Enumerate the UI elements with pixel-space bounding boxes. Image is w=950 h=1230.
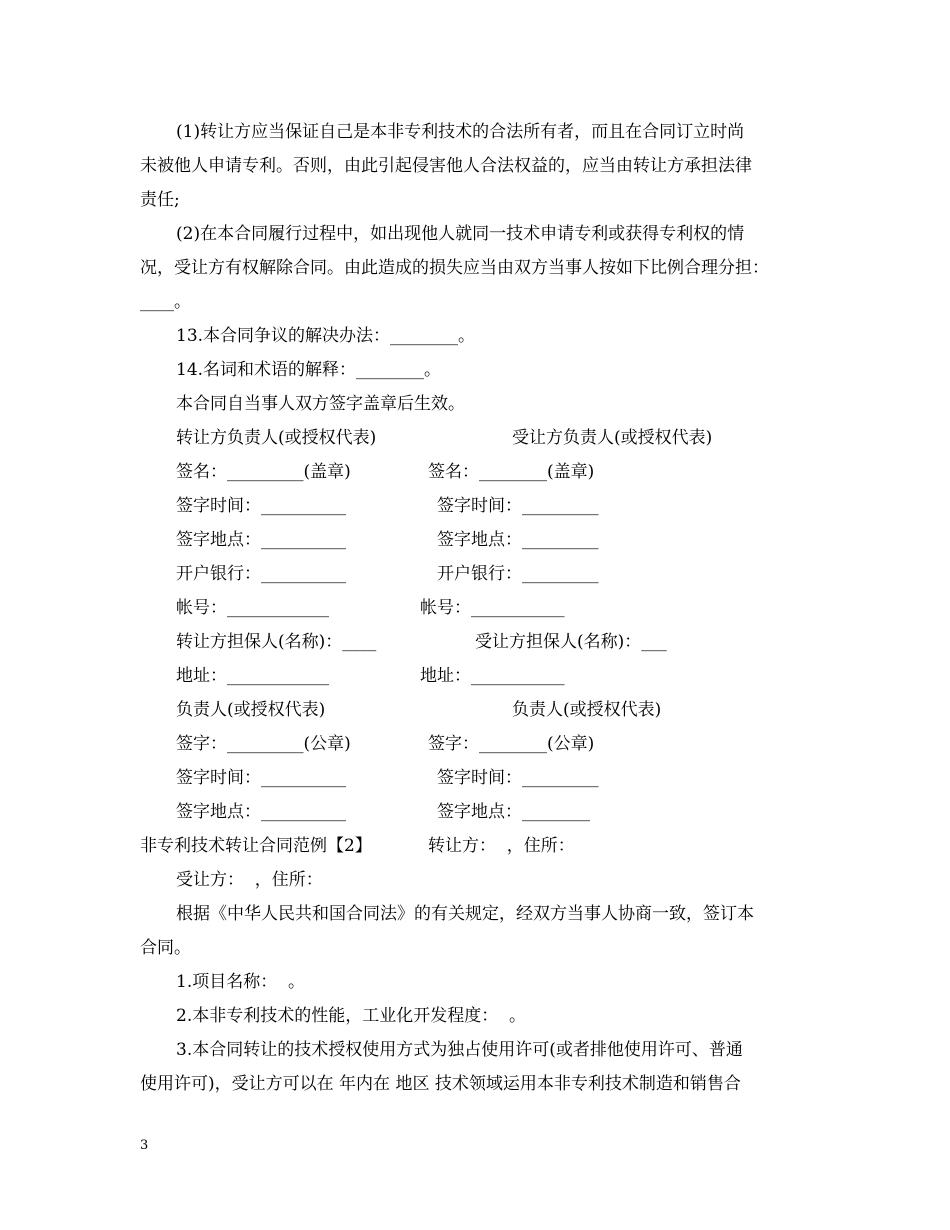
sig-right-address: 地址：___________ [420, 666, 565, 686]
section-2-transferee: 受让方： ，住所： [176, 870, 323, 890]
section-2-line-2: 合同。 [140, 938, 191, 958]
sig-right-guarantor-time: 签字时间：_________ [437, 768, 599, 788]
effective-statement: 本合同自当事人双方签字盖章后生效。 [176, 394, 465, 414]
section-2-line-1: 根据《中华人民共和国合同法》的有关规定，经双方当事人协商一致，签订本 [176, 904, 754, 924]
sig-left-guarantor: 转让方担保人(名称)：____ [176, 632, 377, 652]
clause-13: 13.本合同争议的解决办法：________。 [176, 326, 476, 346]
sig-right-place: 签字地点：_________ [437, 530, 599, 550]
sig-right-guarantor: 受让方担保人(名称)：___ [475, 632, 667, 652]
clause-1-line-3: 责任; [140, 190, 180, 210]
sig-left-guarantor-sign: 签字：_________(公章) [176, 734, 351, 754]
sig-right-signature: 签名：________(盖章) [428, 462, 595, 482]
section-2-item-3-line-2: 使用许可)，受让方可以在 年内在 地区 技术领域运用本非专利技术制造和销售合 [140, 1074, 741, 1094]
sig-left-representative: 转让方负责人(或授权代表) [176, 428, 377, 448]
sig-right-account: 帐号：___________ [420, 598, 565, 618]
sig-left-place: 签字地点：__________ [176, 530, 346, 550]
clause-2-line-2: 况，受让方有权解除合同。由此造成的损失应当由双方当事人按如下比例合理分担： [140, 258, 769, 278]
section-2-transferor: 转让方： ，住所： [428, 836, 575, 856]
section-2-item-2: 2.本非专利技术的性能，工业化开发程度： 。 [176, 1006, 527, 1026]
clause-14: 14.名词和术语的解释：________。 [176, 360, 442, 380]
sig-right-guarantor-sign: 签字：________(公章) [428, 734, 595, 754]
sig-left-guarantor-rep: 负责人(或授权代表) [176, 700, 326, 720]
clause-2-line-3: ____。 [140, 292, 191, 312]
clause-1-line-2: 未被他人申请专利。否则，由此引起侵害他人合法权益的，应当由转让方承担法律 [140, 156, 752, 176]
sig-right-guarantor-place: 签字地点：________ [437, 802, 590, 822]
sig-left-guarantor-time: 签字时间：__________ [176, 768, 346, 788]
sig-right-bank: 开户银行：_________ [437, 564, 599, 584]
sig-left-bank: 开户银行：__________ [176, 564, 346, 584]
clause-2-line-1: (2)在本合同履行过程中，如出现他人就同一技术申请专利或获得专利权的情 [176, 224, 745, 244]
section-2-title: 非专利技术转让合同范例【2】 [140, 836, 372, 856]
sig-right-time: 签字时间：_________ [437, 496, 599, 516]
sig-right-representative: 受让方负责人(或授权代表) [512, 428, 713, 448]
section-2-item-1: 1.项目名称： 。 [176, 972, 306, 992]
sig-left-account: 帐号：____________ [176, 598, 329, 618]
section-2-item-3-line-1: 3.本合同转让的技术授权使用方式为独占使用许可(或者排他使用许可、普通 [176, 1040, 743, 1060]
clause-1-line-1: (1)转让方应当保证自己是本非专利技术的合法所有者，而且在合同订立时尚 [176, 122, 745, 142]
sig-left-time: 签字时间：__________ [176, 496, 346, 516]
sig-right-guarantor-rep: 负责人(或授权代表) [512, 700, 662, 720]
sig-left-address: 地址：____________ [176, 666, 329, 686]
sig-left-guarantor-place: 签字地点：__________ [176, 802, 346, 822]
page-number: 3 [140, 1138, 149, 1153]
sig-left-signature: 签名：_________(盖章) [176, 462, 351, 482]
